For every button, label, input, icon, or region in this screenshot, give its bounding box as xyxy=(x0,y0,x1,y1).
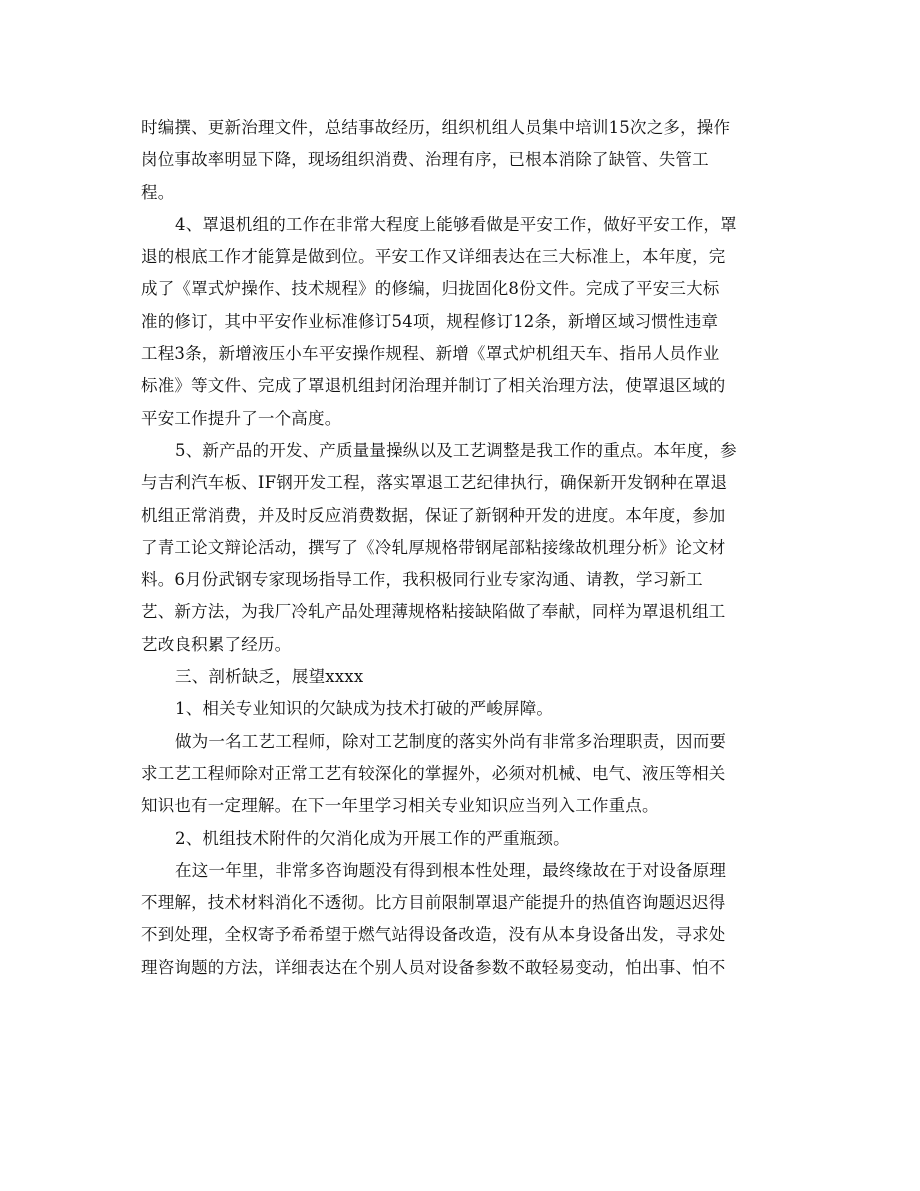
document-body xyxy=(141,112,781,984)
text-line: 2、机组技术附件的欠消化成为开展工作的严重瓶颈。 xyxy=(175,828,570,848)
text-line: 在这一年里，非常多咨询题没有得到根本性处理，最终缘故在于对设备原理 xyxy=(175,860,727,880)
text-line: 了青工论文辩论活动，撰写了《冷轧厚规格带钢尾部粘接缘故机理分析》论文材 xyxy=(141,537,726,557)
text-line: 平安工作提升了一个高度。 xyxy=(141,408,342,428)
text-line: 做为一名工艺工程师，除对工艺制度的落实外尚有非常多治理职责，因而要 xyxy=(175,731,727,751)
text-line: 艺改良积累了经历。 xyxy=(141,634,292,654)
text-line: 料。6月份武钢专家现场指导工作，我积极同行业专家沟通、请教，学习新工 xyxy=(141,570,703,590)
text-line: 知识也有一定理解。在下一年里学习相关专业知识应当列入工作重点。 xyxy=(141,796,659,816)
text-line: 退的根底工作才能算是做到位。平安工作又详细表达在三大标准上，本年度，完 xyxy=(141,247,726,267)
text-line: 成了《罩式炉操作、技术规程》的修编，归拢固化8份文件。完成了平安三大标 xyxy=(141,279,720,299)
text-line: 三、剖析缺乏，展望xxxx xyxy=(175,667,364,687)
text-line: 1、相关专业知识的欠缺成为技术打破的严峻屏障。 xyxy=(175,699,554,719)
text-line: 求工艺工程师除对正常工艺有较深化的掌握外，必须对机械、电气、液压等相关 xyxy=(141,763,726,783)
text-line: 理咨询题的方法，详细表达在个别人员对设备参数不敢轻易变动，怕出事、怕不 xyxy=(141,957,726,977)
text-line: 与吉利汽车板、IF钢开发工程，落实罩退工艺纪律执行，确保新开发钢种在罩退 xyxy=(141,473,728,493)
text-line: 工程3条，新增液压小车平安操作规程、新增《罩式炉机组天车、指吊人员作业 xyxy=(141,344,720,364)
text-line: 时编撰、更新治理文件，总结事故经历，组织机组人员集中培训15次之多，操作 xyxy=(141,118,731,137)
text-line: 准的修订，其中平安作业标准修订54项，规程修订12条，新增区域习惯性违章 xyxy=(141,311,719,331)
text-line: 艺、新方法，为我厂冷轧产品处理薄规格粘接缺陷做了奉献，同样为罩退机组工 xyxy=(141,602,726,622)
text-line: 不到处理，全权寄予希希望于燃气站得设备改造，没有从本身设备出发，寻求处 xyxy=(141,925,726,945)
text-line: 标准》等文件、完成了罩退机组封闭治理并制订了相关治理方法，使罩退区域的 xyxy=(141,376,726,396)
text-line: 不理解，技术材料消化不透彻。比方目前限制罩退产能提升的热值咨询题迟迟得 xyxy=(141,893,726,913)
text-line: 机组正常消费，并及时反应消费数据，保证了新钢种开发的进度。本年度，参加 xyxy=(141,505,726,525)
text-line: 岗位事故率明显下降，现场组织消费、治理有序，已根本消除了缺管、失管工 xyxy=(141,150,709,170)
text-line: 4、罩退机组的工作在非常大程度上能够看做是平安工作，做好平安工作，罩 xyxy=(175,214,737,234)
text-line: 程。 xyxy=(141,182,175,202)
text-line: 5、新产品的开发、产质量量操纵以及工艺调整是我工作的重点。本年度，参 xyxy=(175,440,737,460)
